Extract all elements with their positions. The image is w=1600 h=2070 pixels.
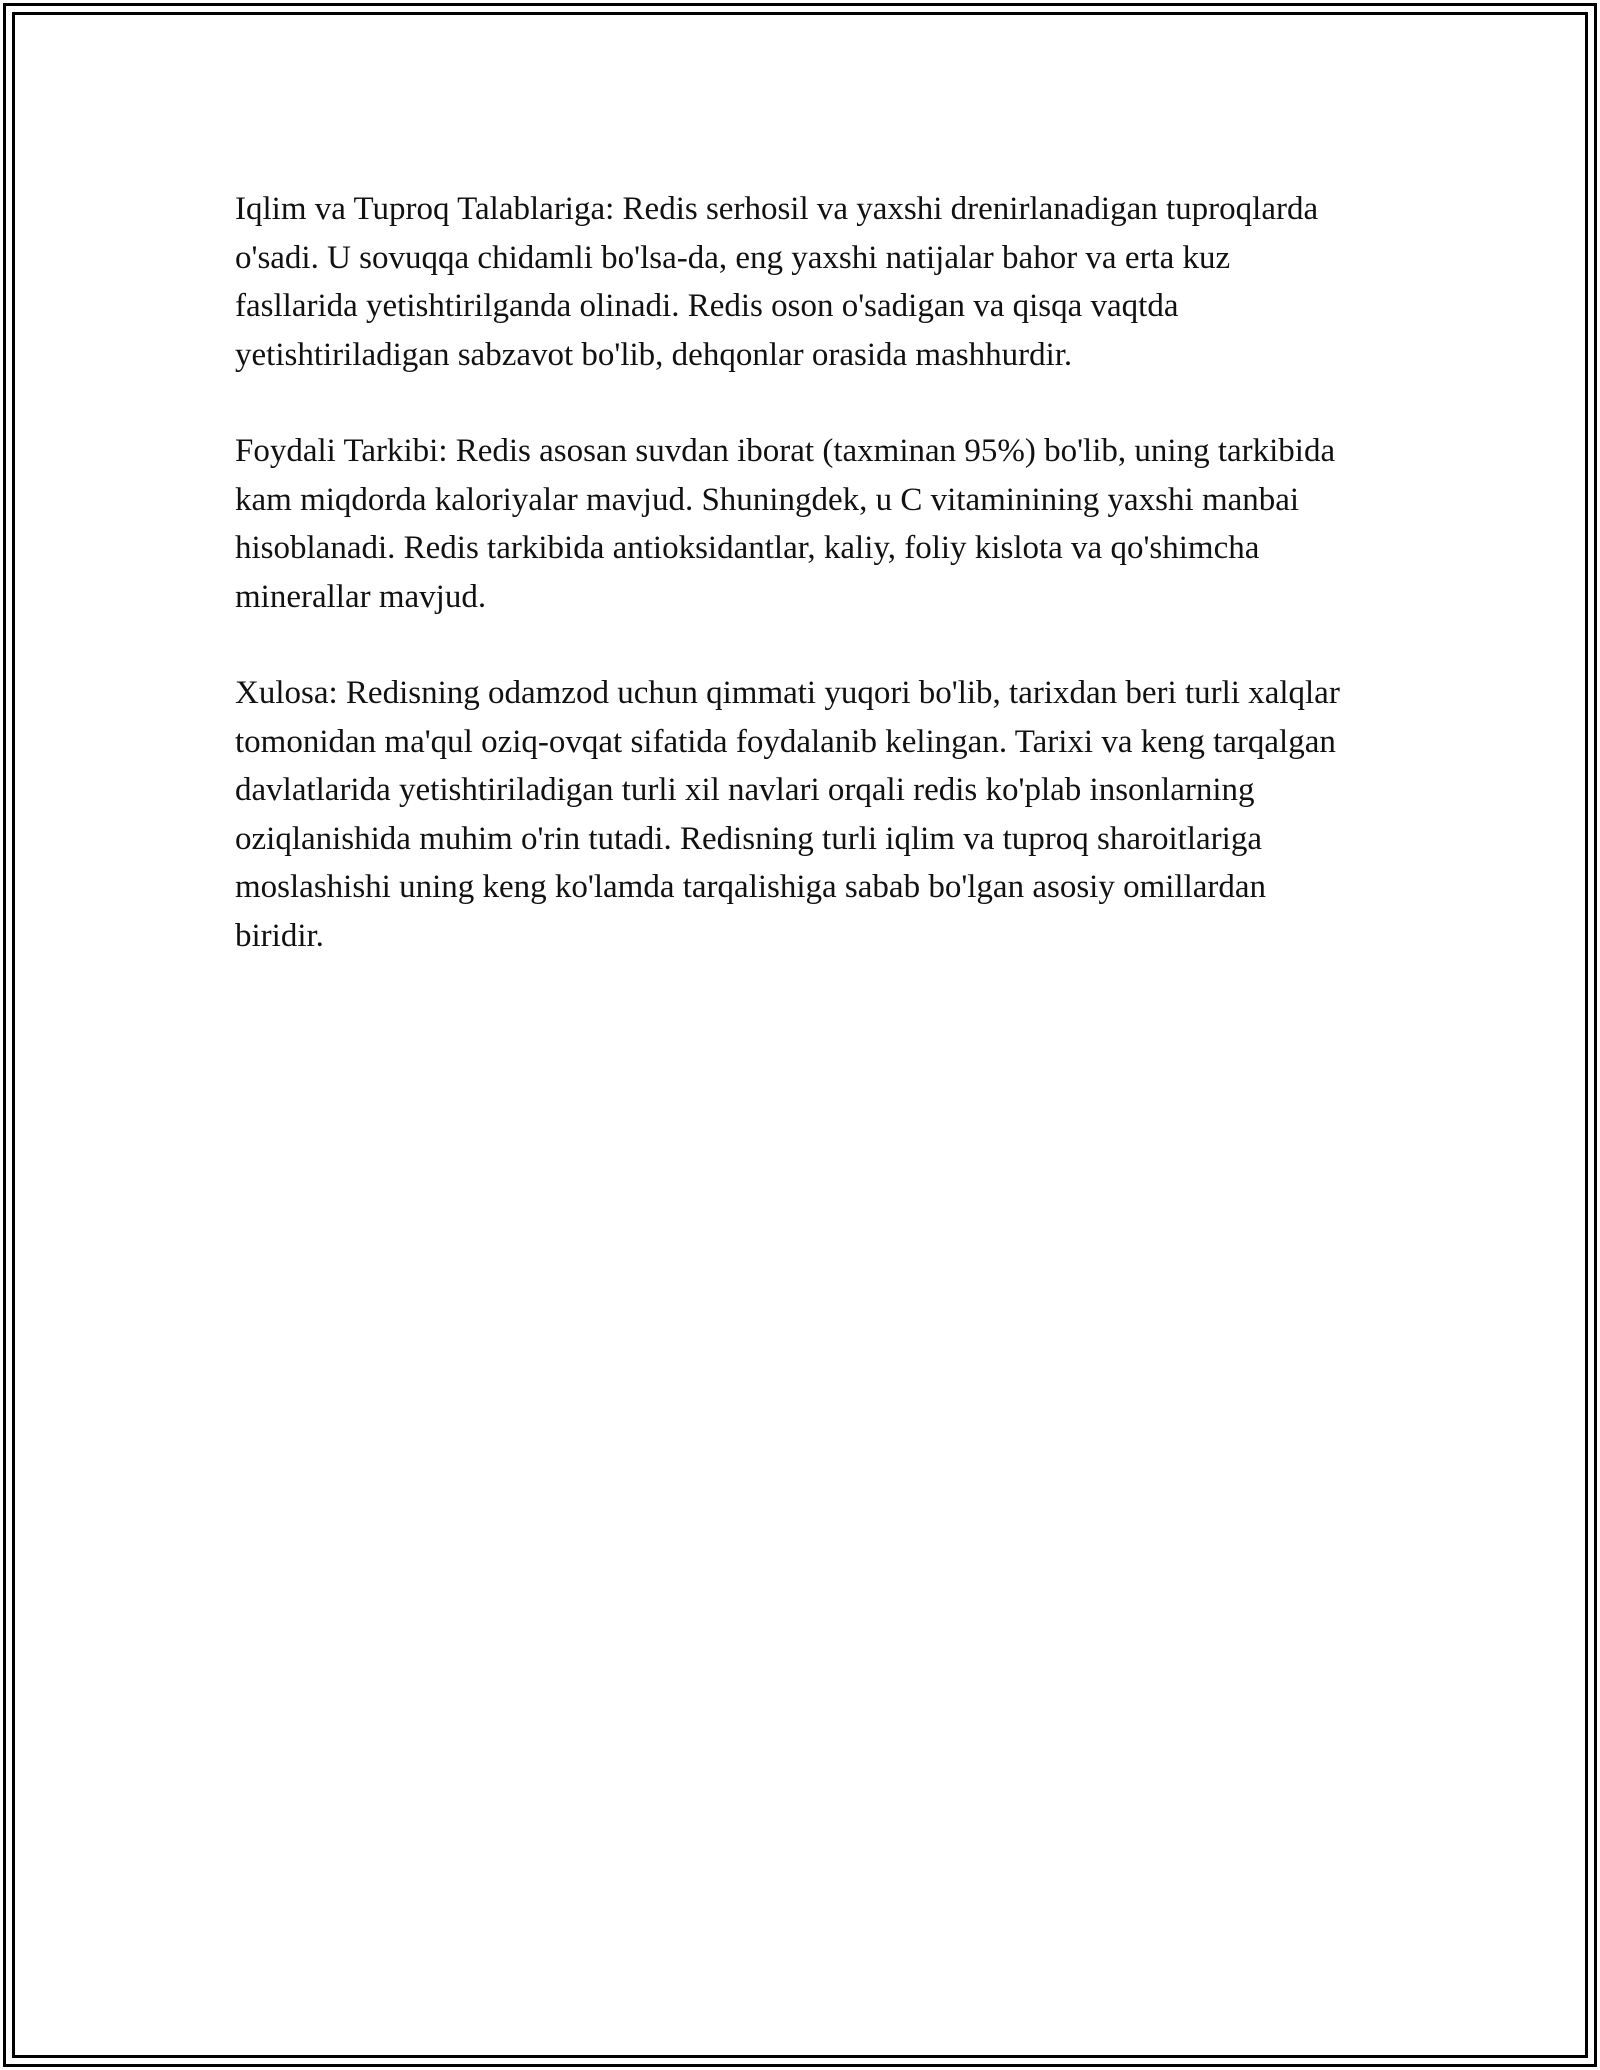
document-body: [235, 185, 1355, 1008]
paragraph-conclusion: Xulosa: Redisning odamzod uchun qimmati yuqori bo'lib, tarixdan beri turli xalqlar tomonidan ma'qul oziq-ovqat sifatida foydalanib kelingan. Tarixi va keng tarqalgan davlatlarida yetishtiriladigan turli xil navlari orqali redis ko'plab insonlarning oziqlanishida muhim o'rin tutadi. Redisning turli iqlim va tuproq sharoitlariga moslashishi uning keng ko'lamda tarqalishiga sabab bo'lgan asosiy omillardan biridir.: [235, 675, 1340, 954]
paragraph-climate-soil: Iqlim va Tuproq Talablariga: Redis serhosil va yaxshi drenirlanadigan tuproqlarda o'sadi. U sovuqqa chidamli bo'lsa-da, eng yaxshi natijalar bahor va erta kuz fasllarida yetishtirilganda olinadi. Redis oson o'sadigan va qisqa vaqtda yetishtiriladigan sabzavot bo'lib, dehqonlar orasida mashhurdir.: [235, 191, 1319, 373]
paragraph-nutrition: Foydali Tarkibi: Redis asosan suvdan iborat (taxminan 95%) bo'lib, uning tarkibida kam miqdorda kaloriyalar mavjud. Shuningdek, u C vitaminining yaxshi manbai hisoblanadi. Redis tarkibida antioksidantlar, kaliy, foliy kislota va qo'shimcha minerallar mavjud.: [235, 433, 1336, 615]
